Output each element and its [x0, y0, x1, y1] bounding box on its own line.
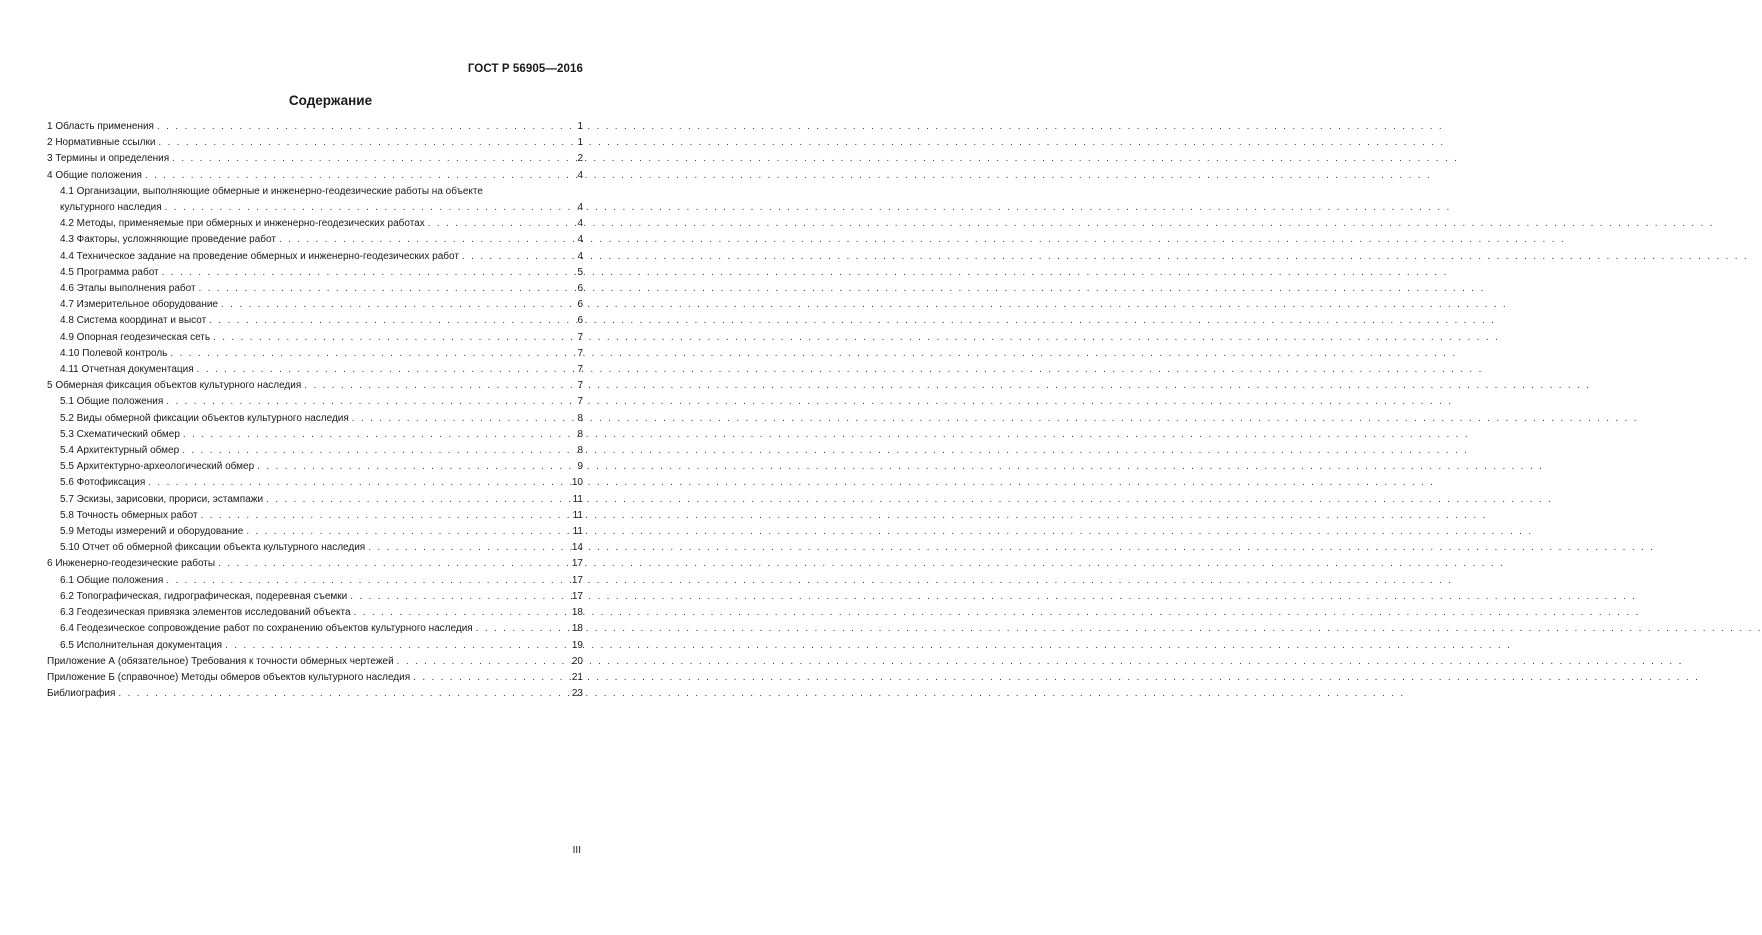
toc-entry[interactable]: [47, 297, 583, 313]
toc-entry[interactable]: [47, 686, 583, 702]
toc-entry-page: 11: [572, 509, 583, 521]
toc-entry-page: 19: [571, 639, 583, 651]
toc-entry-title: 6.4 Геодезическое сопровождение работ по сохранению объектов культурного наследия: [60, 623, 473, 635]
toc-entry-page: 21: [571, 671, 583, 683]
toc-entry-page: 18: [571, 607, 583, 619]
page-number: III: [572, 845, 581, 856]
toc-entry[interactable]: [47, 459, 583, 475]
toc-entry[interactable]: [47, 281, 583, 297]
toc-entry-title: 5.4 Архитектурный обмер: [60, 445, 180, 457]
toc-entry-title: 4.9 Опорная геодезическая сеть: [60, 331, 211, 343]
toc-entry-page: 17: [571, 558, 583, 570]
toc-entry[interactable]: [47, 605, 583, 621]
toc-entry[interactable]: [47, 589, 583, 605]
toc-entry[interactable]: [47, 135, 583, 151]
toc-entry-title: Библиография: [47, 688, 116, 700]
dot-leader: [257, 459, 570, 475]
toc-entry-title: 4.4 Техническое задание на проведение обмерных и инженерно-геодезических работ: [60, 250, 459, 262]
toc-entry[interactable]: [47, 508, 583, 524]
toc-entry-page: 6: [577, 299, 583, 311]
toc-entry-page: 4: [577, 250, 583, 262]
toc-entry-title: 4.2 Методы, применяемые при обмерных и инженерно-геодезических работах: [60, 218, 425, 230]
dot-leader: [246, 524, 569, 540]
toc-entry-page: 10: [571, 477, 583, 489]
dot-leader: [183, 427, 570, 443]
toc-entry[interactable]: [47, 313, 583, 329]
toc-entry-page: 7: [577, 364, 583, 376]
toc-entry[interactable]: [47, 265, 583, 281]
toc-entry-page: 17: [571, 574, 583, 586]
dot-leader: [225, 638, 569, 654]
toc-entry[interactable]: [47, 654, 583, 670]
toc-entry-title: 6.3 Геодезическая привязка элементов исследований объекта: [60, 607, 351, 619]
toc-entry-page: 11: [572, 526, 583, 538]
toc-entry-title: 5.9 Методы измерений и оборудование: [60, 526, 244, 538]
toc-entry-title: 5.8 Точность обмерных работ: [60, 509, 198, 521]
toc-entry[interactable]: [47, 573, 583, 589]
toc-entry-page: 18: [571, 623, 583, 635]
toc-entry-page: 1: [577, 121, 583, 132]
toc-entry-page: 9: [577, 461, 583, 473]
toc-entry-title: 4.3 Факторы, усложняющие проведение работ: [60, 234, 276, 246]
toc-entry-page: 7: [577, 380, 583, 392]
toc-entry-title: 5 Обмерная фиксация объектов культурного наследия: [47, 380, 302, 392]
toc-entry[interactable]: [47, 540, 583, 556]
dot-leader: [368, 540, 569, 556]
dot-leader: [182, 443, 570, 459]
toc-entry-page: 4: [577, 218, 583, 230]
toc-entry[interactable]: [47, 556, 583, 572]
dot-leader: [199, 281, 570, 297]
toc-entry-page: 6: [577, 315, 583, 327]
dot-leader: [166, 394, 570, 410]
toc-entry-title: 4.10 Полевой контроль: [60, 347, 168, 359]
toc-entry-page: 5: [577, 266, 583, 278]
toc-entry[interactable]: [47, 346, 583, 362]
toc-entry[interactable]: [47, 475, 583, 491]
dot-leader: [462, 249, 570, 265]
toc-entry-page: 8: [577, 428, 583, 440]
dot-leader: [213, 330, 570, 346]
standard-code: ГОСТ Р 56905—2016: [467, 63, 583, 75]
toc-entry[interactable]: [47, 168, 583, 184]
toc-entry-title: 5.6 Фотофиксация: [60, 477, 146, 489]
toc-entry[interactable]: [47, 184, 583, 216]
dot-leader: [266, 492, 570, 508]
toc-entry[interactable]: [47, 427, 583, 443]
toc-entry-page: 20: [571, 655, 583, 667]
toc-entry[interactable]: [47, 119, 583, 135]
dot-leader: [397, 654, 569, 670]
dot-leader: [172, 151, 570, 167]
toc-entry[interactable]: [47, 411, 583, 427]
dot-leader: [166, 573, 569, 589]
toc-entry-title: 4 Общие положения: [47, 169, 142, 181]
toc-entry-title: 6.5 Исполнительная документация: [60, 639, 223, 651]
dot-leader: [209, 313, 570, 329]
toc-entry-page: 8: [577, 412, 583, 424]
dot-leader: [197, 362, 570, 378]
toc-entry-title: 6.1 Общие положения: [60, 574, 164, 586]
toc-entry-page: 4: [577, 169, 583, 181]
toc-entry-page: 2: [577, 153, 583, 165]
dot-leader: [279, 232, 570, 248]
dot-leader: [118, 686, 568, 702]
dot-leader: [148, 475, 569, 491]
toc-entry-title: 6 Инженерно-геодезические работы: [47, 558, 216, 570]
dot-leader: [201, 508, 570, 524]
toc-entry[interactable]: [47, 151, 583, 167]
toc-entry-title: 5.2 Виды обмерной фиксации объектов культурного наследия: [60, 412, 349, 424]
toc-entry[interactable]: [47, 378, 583, 394]
toc-entry-title: 4.11 Отчетная документация: [60, 364, 194, 376]
toc-entry-page: 6: [577, 283, 583, 295]
toc-entry-title: 5.1 Общие положения: [60, 396, 164, 408]
toc-entry-title: 4.6 Этапы выполнения работ: [60, 283, 196, 295]
toc-entry-page: 14: [571, 542, 583, 554]
toc-entry-title: 4.8 Система координат и высот: [60, 315, 207, 327]
dot-leader: [145, 168, 570, 184]
toc-entry-title: 5.5 Архитектурно-археологический обмер: [60, 461, 255, 473]
toc-entry-page: 17: [571, 590, 583, 602]
toc-entry-title: 6.2 Топографическая, гидрографическая, подеревная съемки: [60, 590, 348, 602]
toc-entry[interactable]: [47, 443, 583, 459]
dot-leader: [428, 216, 570, 232]
toc-entry-title: 4.1 Организации, выполняющие обмерные и инженерно-геодезические работы на объекте: [60, 185, 483, 197]
dot-leader: [352, 411, 570, 427]
toc-entry-title: 4.5 Программа работ: [60, 266, 159, 278]
dot-leader: [476, 621, 569, 637]
toc-entry-title: Приложение Б (справочное) Методы обмеров объектов культурного наследия: [47, 671, 411, 683]
toc-entry-page: 11: [572, 493, 583, 505]
dot-leader: [162, 265, 570, 281]
toc-entry-title: 5.7 Эскизы, зарисовки, прориси, эстампажи: [60, 493, 264, 505]
dot-leader: [354, 605, 569, 621]
toc-entry[interactable]: [47, 621, 583, 637]
toc-entry-title: 3 Термины и определения: [47, 153, 170, 165]
toc-entry-title: 4.7 Измерительное оборудование: [60, 299, 218, 311]
toc-entry[interactable]: [47, 670, 583, 686]
dot-leader: [170, 346, 570, 362]
toc-entry-page: 1: [577, 137, 583, 149]
toc-entry[interactable]: [47, 330, 583, 346]
dot-leader: [350, 589, 569, 605]
toc-entry-title-continued: культурного наследия: [60, 202, 162, 214]
toc-entry[interactable]: [47, 638, 583, 654]
toc-entry[interactable]: [47, 362, 583, 378]
toc-entry[interactable]: [47, 216, 583, 232]
toc-entry-page: 7: [577, 396, 583, 408]
toc-entry-title: 2 Нормативные ссылки: [47, 137, 156, 149]
toc-entry[interactable]: [47, 249, 583, 265]
toc-entry[interactable]: [47, 232, 583, 248]
toc-entry[interactable]: [47, 394, 583, 410]
toc-entry[interactable]: [47, 492, 583, 508]
toc-entry-title: 5.10 Отчет об обмерной фиксации объекта культурного наследия: [60, 542, 366, 554]
toc-entry-page: 7: [577, 331, 583, 343]
toc-title: Содержание: [288, 93, 373, 108]
toc-entry-title: Приложение А (обязательное) Требования к точности обмерных чертежей: [47, 655, 394, 667]
toc-entry-page: 4: [577, 234, 583, 246]
toc-entry-page: 7: [577, 347, 583, 359]
toc-entry-title: 5.3 Схематический обмер: [60, 428, 180, 440]
toc-entry-page: 23: [571, 688, 583, 700]
dot-leader: [218, 556, 569, 572]
toc-entry-page: 8: [577, 445, 583, 457]
dot-leader: [158, 135, 570, 151]
toc-entry-title: 1 Область применения: [47, 121, 154, 132]
toc-entry-page: 4: [577, 202, 583, 214]
toc-entry[interactable]: [47, 524, 583, 540]
dot-leader: [157, 119, 570, 135]
dot-leader: [304, 378, 570, 394]
dot-leader: [413, 670, 569, 686]
table-of-contents: [47, 119, 583, 702]
dot-leader: [221, 297, 570, 313]
dot-leader: [165, 200, 570, 216]
